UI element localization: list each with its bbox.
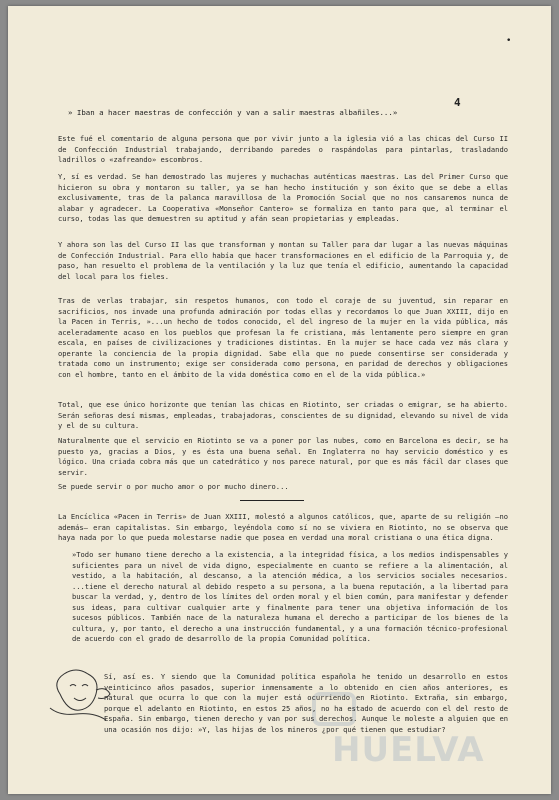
watermark-text: HUELVA [332, 730, 485, 770]
page-number: 4 [454, 96, 461, 109]
paragraph-3: Y ahora son las del Curso II las que transforman y montan su Taller para dar lugar a las nuevas máquinas de Confección Industrial. Para ello había que hacer transformaciones en el edificio de la Parroquia y, de paso, han resuelto el problema de la ventilación y la luz que tenía el edificio, aumentando la capacidad del local para los fieles. [58, 240, 508, 281]
paragraph-7: Se puede servir o por mucho amor o por mucho dinero... [58, 482, 289, 491]
paragraph-6: Naturalmente que el servicio en Riotinto se va a poner por las nubes, como en Barcelona es decir, se ha puesto ya, gracias a Dios, y es ésta una buena señal. En Inglaterra no hay servicio doméstico y es lógico. Una criada cobra más que un catedrático y nos parece natural, por que es más fácil dar clases que servir. [58, 436, 508, 477]
paragraph-2: Y, sí es verdad. Se han demostrado las mujeres y muchachas auténticas maestras. Las del Primer Curso que hicieron su obra y montaron su taller, ya se han hecho institución y son éxito que se debe a ellas exclusivamente, tras de la palanca maravillosa de la Promoción Social que no nos cansaremos nunca de alabar y agradecer. La Cooperativa «Monseñor Cantero» se formaliza en tanto para que, al terminar el curso, todas las que demuestren su aptitud y afán sean propietarias y empleadas. [58, 172, 508, 223]
opening-quote: » Iban a hacer maestras de confección y van a salir maestras albañiles...» [68, 108, 398, 117]
paragraph-9-quote: »Todo ser humano tiene derecho a la existencia, a la integridad física, a los medios indispensables y suficientes para un nivel de vida digno, especialmente en cuanto se refiere a la alimentación, al vestido, a la habitación, al descanso, a la atención médica, a los servicios sociales necesarios. ...tiene el derecho natural al debido respeto a su persona, a la buena reputación, a la libertad para buscar la verdad, y, dentro de los límites del orden moral y el bien común, para manifestar y defender sus ideas, para cultivar cualquier arte y finalmente para tener una objetiva información de los sucesos públicos. También nace de la naturaleza humana el derecho a participar de los bienes de la cultura, y, por tanto, el derecho a una instrucción fundamental, y a una formación técnico-profesional de acuerdo con el grado de desarrollo de la propia Comunidad política. [72, 550, 508, 643]
paragraph-1: Este fué el comentario de alguna persona que por vivir junto a la iglesia vió a las chicas del Curso II de Confección Industrial trabajando, derribando paredes o raspándolas para pintarlas, trasladando ladrillos o «zafreando» escombros. [58, 134, 508, 164]
section-divider [240, 500, 304, 501]
paragraph-10: Sí, así es. Y siendo que la Comunidad política española he tenido un desarrollo en estos veinticinco años pasados, superior inmensamente a lo obtenido en cien años anteriores, es natural que ocurra lo que con la mujer está ocurriendo en Riotinto. Extraña, sin embargo, porque el adelanto en Riotinto, en estos 25 años, no ha estado de acuerdo con el del resto de España. Sin embargo, tienen derecho y van por sus derechos. Aunque le moleste a alguien que en una ocasión nos dijo: »Y, las hijas de los mineros ¿por qué tienen que estudiar? [104, 672, 508, 734]
paragraph-8: La Encíclica «Pacen in Terris» de Juan XXIII, molestó a algunos católicos, que, aparte de su religión –no además– eran capitalistas. Sin embargo, leyéndola como sí no se viviera en Riotinto, no se observa que haya nada por lo que pueda molestarse nadie que posea en verdad una moral cristiana o una ética digna. [58, 512, 508, 542]
document-page [8, 6, 551, 794]
corner-mark: • [506, 36, 512, 46]
paragraph-5: Total, que ese único horizonte que tenían las chicas en Riotinto, ser criadas o emigrar, se ha abierto. Serán señoras desí mismas, empleadas, trabajadoras, conscientes de su dignidad, elevando su nivel de vida y el de su cultura. [58, 400, 508, 430]
paragraph-4: Tras de verlas trabajar, sin respetos humanos, con todo el coraje de su juventud, sin reparar en sacrificios, nos invade una profunda admiración por todas ellas y recordamos lo que Juan XXIII, dijo en la Pacen in Terris, »...un hecho de todos conocido, el del ingreso de la mujer en la vida pública, más aceleradamente acaso en los pueblos que profesan la fe cristiana, más lentamente pero siempre en gran escala, en países de civilizaciones y tradiciones distintas. En la mujer se hace cada vez más clara y operante la conciencia de la propia dignidad. Sabe ella que no puede consentirse ser considerada y tratada como un instrumento; exige ser considerada como persona, en paridad de derechos y obligaciones con el hombre, tanto en el ámbito de la vida doméstica como en el de la vida pública.» [58, 296, 508, 379]
